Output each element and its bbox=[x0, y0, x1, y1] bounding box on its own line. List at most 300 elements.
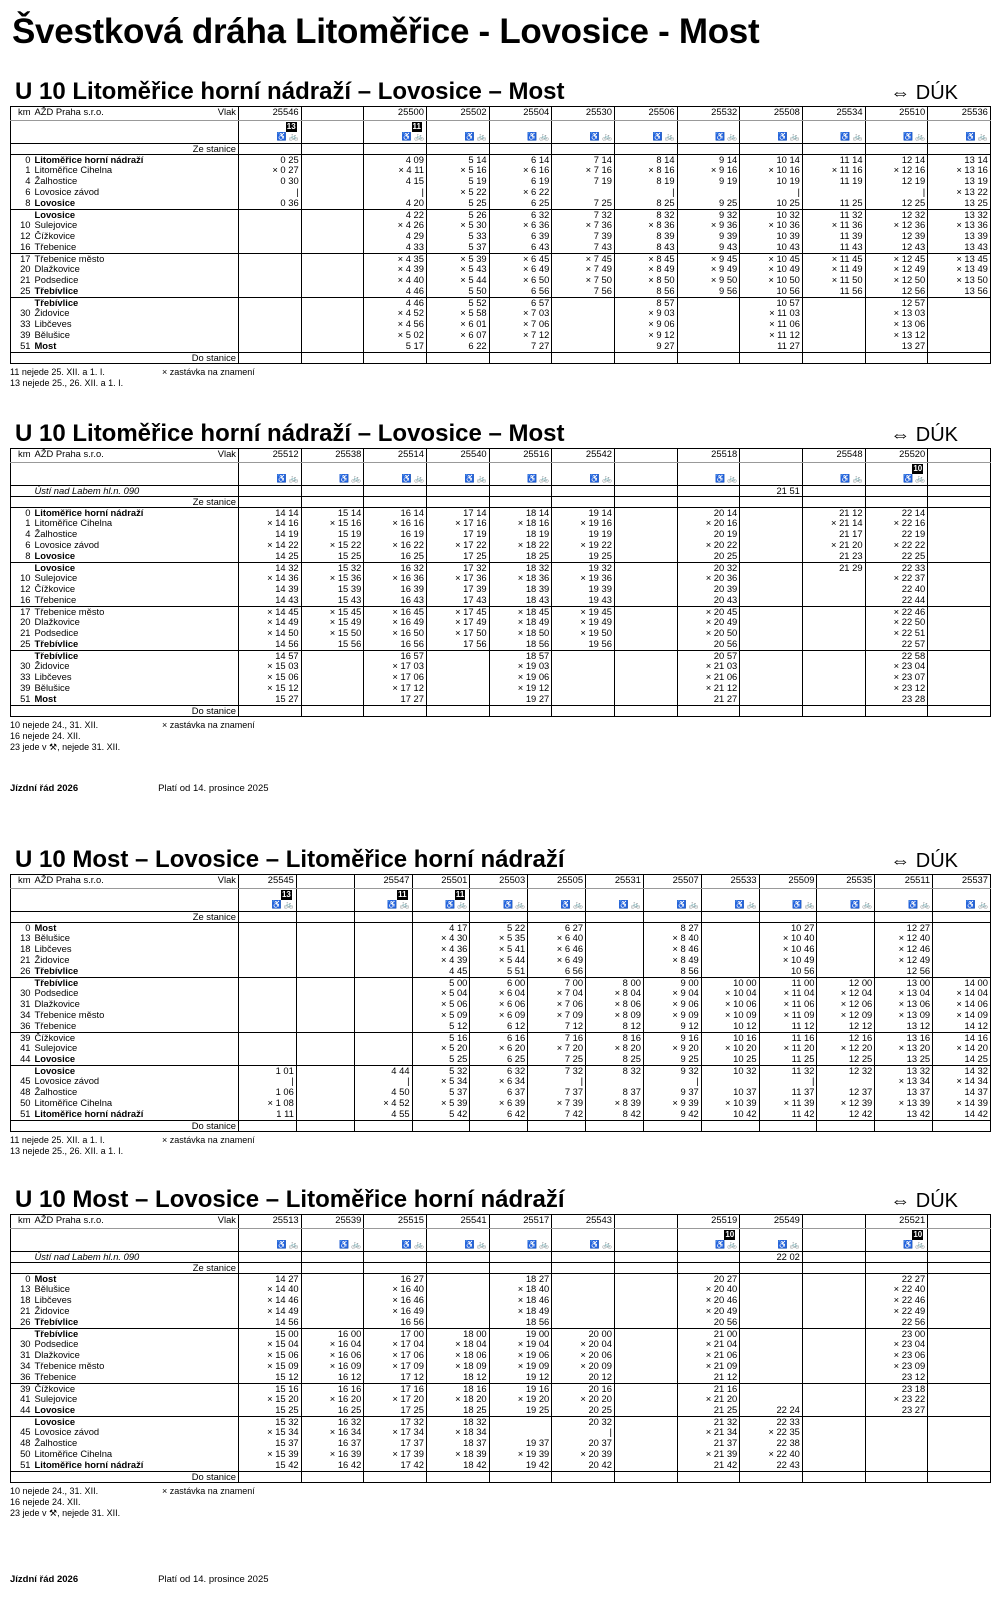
footnote: 10 nejede 24., 31. XII. bbox=[10, 1485, 99, 1496]
departure-time: 13 56 bbox=[928, 286, 991, 297]
train-number[interactable]: 25536 bbox=[928, 107, 991, 121]
train-number[interactable]: 25535 bbox=[817, 875, 875, 889]
departure-time: 19 43 bbox=[552, 595, 615, 606]
departure-time: 22 57 bbox=[865, 639, 928, 650]
departure-time: 15 32 bbox=[301, 562, 364, 573]
train-badge-cell bbox=[677, 1229, 740, 1241]
departure-time: 14 32 bbox=[933, 1065, 991, 1076]
departure-time bbox=[614, 1460, 677, 1471]
station-name: Židovice bbox=[34, 308, 70, 318]
train-number[interactable]: 25510 bbox=[865, 107, 928, 121]
train-number[interactable]: 25538 bbox=[301, 449, 364, 463]
train-number[interactable]: 25547 bbox=[354, 875, 412, 889]
departure-time: × 20 50 bbox=[677, 628, 740, 639]
station-km: 44 bbox=[20, 1405, 31, 1415]
train-badge-cell bbox=[928, 463, 991, 475]
departure-time bbox=[426, 1306, 489, 1317]
departure-time: × 17 22 bbox=[426, 540, 489, 551]
departure-time: × 16 16 bbox=[364, 518, 427, 529]
train-number[interactable]: 25542 bbox=[552, 449, 615, 463]
departure-time bbox=[928, 1394, 991, 1405]
departure-time bbox=[301, 165, 364, 176]
departure-time bbox=[296, 1010, 354, 1021]
station-km: 30 bbox=[20, 988, 31, 998]
train-number[interactable]: 25501 bbox=[412, 875, 470, 889]
station-name: Most bbox=[34, 1273, 57, 1284]
departure-time: 10 37 bbox=[701, 1087, 759, 1098]
departure-time bbox=[740, 1284, 803, 1295]
train-number[interactable]: 25521 bbox=[865, 1215, 928, 1229]
departure-time: × 9 06 bbox=[643, 999, 701, 1010]
departure-time bbox=[552, 1306, 615, 1317]
departure-time: × 1 08 bbox=[239, 1098, 297, 1109]
departure-time: × 18 39 bbox=[426, 1449, 489, 1460]
departure-time: 4 22 bbox=[364, 209, 427, 220]
departure-time bbox=[928, 1306, 991, 1317]
departure-time: | bbox=[865, 187, 928, 198]
train-number[interactable]: 25540 bbox=[426, 449, 489, 463]
departure-time: 4 17 bbox=[412, 922, 470, 933]
from-station-label: Ze stanice bbox=[33, 496, 239, 507]
departure-time bbox=[802, 606, 865, 617]
departure-time: 7 00 bbox=[528, 977, 586, 988]
departure-time bbox=[239, 944, 297, 955]
departure-time: 17 56 bbox=[426, 639, 489, 650]
train-number[interactable]: 25514 bbox=[364, 449, 427, 463]
station-name: Libčeves bbox=[34, 672, 72, 682]
departure-time: × 8 50 bbox=[614, 275, 677, 286]
departure-time bbox=[802, 1306, 865, 1317]
departure-time bbox=[740, 507, 803, 518]
footer-year: Jízdní řád 2026 bbox=[10, 783, 79, 794]
train-badge-cell bbox=[552, 1229, 615, 1241]
departure-time bbox=[239, 275, 302, 286]
train-number[interactable]: 25505 bbox=[528, 875, 586, 889]
train-number[interactable]: 25507 bbox=[643, 875, 701, 889]
duk-link[interactable]: ⇔ DÚK bbox=[890, 1190, 958, 1212]
departure-time: × 7 39 bbox=[528, 1098, 586, 1109]
departure-time: × 8 46 bbox=[643, 944, 701, 955]
departure-time: 10 25 bbox=[740, 198, 803, 209]
departure-time: 14 25 bbox=[933, 1054, 991, 1065]
departure-time: × 22 40 bbox=[740, 1449, 803, 1460]
departure-time: × 19 16 bbox=[552, 518, 615, 529]
departure-time bbox=[817, 922, 875, 933]
departure-time bbox=[928, 1449, 991, 1460]
departure-time bbox=[614, 1372, 677, 1383]
to-station-label: Do stanice bbox=[33, 705, 239, 716]
station-name: Bělušice bbox=[34, 933, 70, 943]
departure-time: × 7 03 bbox=[489, 308, 552, 319]
train-number[interactable]: 25539 bbox=[301, 1215, 364, 1229]
departure-time bbox=[614, 507, 677, 518]
train-number[interactable]: 25511 bbox=[875, 875, 933, 889]
train-number[interactable]: 25545 bbox=[239, 875, 297, 889]
station-name: Třebenice bbox=[34, 1021, 77, 1031]
departure-time bbox=[552, 694, 615, 705]
train-number[interactable]: 25537 bbox=[933, 875, 991, 889]
departure-time bbox=[301, 286, 364, 297]
train-number[interactable]: 25517 bbox=[489, 1215, 552, 1229]
duk-link[interactable]: ⇔ DÚK bbox=[890, 850, 958, 872]
accessibility-icons: ♿ 🚲 bbox=[364, 132, 427, 143]
departure-time bbox=[614, 1427, 677, 1438]
train-number[interactable]: 25502 bbox=[426, 107, 489, 121]
accessibility-icons: ♿ 🚲 bbox=[239, 474, 302, 485]
departure-time: × 9 09 bbox=[643, 1010, 701, 1021]
train-number[interactable]: 25541 bbox=[426, 1215, 489, 1229]
timetable-section bbox=[10, 1186, 990, 1520]
station-name: Žalhostice bbox=[34, 1438, 78, 1448]
departure-time: × 15 20 bbox=[239, 1394, 302, 1405]
departure-time: 11 25 bbox=[802, 198, 865, 209]
train-number[interactable]: 25546 bbox=[239, 107, 302, 121]
departure-time: × 18 16 bbox=[489, 518, 552, 529]
train-badge-cell bbox=[239, 889, 297, 901]
departure-time bbox=[296, 1109, 354, 1120]
departure-time: × 7 16 bbox=[552, 165, 615, 176]
departure-time bbox=[614, 1306, 677, 1317]
departure-time: 9 16 bbox=[643, 1032, 701, 1043]
departure-time: × 15 06 bbox=[239, 1350, 302, 1361]
train-number[interactable]: 25518 bbox=[677, 449, 740, 463]
station-name: Lovosice závod bbox=[34, 540, 100, 550]
departure-time bbox=[354, 966, 412, 977]
departure-time: × 19 06 bbox=[489, 1350, 552, 1361]
train-number[interactable]: 25532 bbox=[677, 107, 740, 121]
departure-time: × 14 16 bbox=[239, 518, 302, 529]
operator-name: AŽD Praha s.r.o. bbox=[34, 1214, 104, 1225]
departure-time: × 14 34 bbox=[933, 1076, 991, 1087]
footnote: 16 nejede 24. XII. bbox=[10, 730, 81, 741]
station-name: Litoměřice Cihelna bbox=[34, 1098, 113, 1108]
departure-time: 21 37 bbox=[677, 1438, 740, 1449]
station-name: Bělušice bbox=[34, 683, 70, 693]
departure-time bbox=[296, 922, 354, 933]
departure-time bbox=[740, 1339, 803, 1350]
departure-time: × 16 50 bbox=[364, 628, 427, 639]
footnote: 11 nejede 25. XII. a 1. I. bbox=[10, 1134, 105, 1145]
departure-time: 15 25 bbox=[301, 551, 364, 562]
station-km: 0 bbox=[25, 507, 31, 518]
departure-time bbox=[426, 1295, 489, 1306]
departure-time: × 10 45 bbox=[740, 253, 803, 264]
section-header bbox=[10, 1186, 990, 1214]
departure-time: × 22 50 bbox=[865, 617, 928, 628]
train-badge-cell bbox=[364, 121, 427, 133]
train-badge-cell bbox=[470, 889, 528, 901]
departure-time: 11 43 bbox=[802, 242, 865, 253]
train-badge-cell bbox=[426, 463, 489, 475]
departure-time bbox=[614, 1284, 677, 1295]
departure-time: × 20 20 bbox=[552, 1394, 615, 1405]
to-station-label: Do stanice bbox=[33, 1120, 239, 1131]
departure-time: 8 27 bbox=[643, 922, 701, 933]
departure-time: 22 19 bbox=[865, 529, 928, 540]
departure-time bbox=[802, 187, 865, 198]
departure-time bbox=[928, 319, 991, 330]
departure-time: × 6 34 bbox=[470, 1076, 528, 1087]
departure-time: 20 32 bbox=[552, 1416, 615, 1427]
departure-time bbox=[426, 694, 489, 705]
accessibility-icons: ♿ 🚲 bbox=[865, 474, 928, 485]
train-number bbox=[928, 1215, 991, 1229]
departure-time: × 12 49 bbox=[865, 264, 928, 275]
departure-time: × 17 04 bbox=[364, 1339, 427, 1350]
station-km: 6 bbox=[25, 187, 31, 197]
station-name: Bělušice bbox=[34, 1284, 70, 1294]
departure-time: × 4 52 bbox=[364, 308, 427, 319]
departure-time: 5 25 bbox=[412, 1054, 470, 1065]
departure-time: × 10 09 bbox=[701, 1010, 759, 1021]
station-km: 41 bbox=[20, 1043, 31, 1053]
duk-link[interactable]: ⇔ DÚK bbox=[890, 424, 958, 446]
departure-time: × 22 16 bbox=[865, 518, 928, 529]
departure-time: 8 56 bbox=[643, 966, 701, 977]
departure-time: × 23 06 bbox=[865, 1350, 928, 1361]
departure-time: × 21 06 bbox=[677, 1350, 740, 1361]
operator-name: AŽD Praha s.r.o. bbox=[34, 874, 104, 885]
train-number[interactable]: 25549 bbox=[740, 1215, 803, 1229]
departure-time bbox=[928, 1350, 991, 1361]
departure-time: 0 36 bbox=[239, 198, 302, 209]
train-number[interactable]: 25515 bbox=[364, 1215, 427, 1229]
train-number[interactable]: 25509 bbox=[759, 875, 817, 889]
departure-time bbox=[614, 1361, 677, 1372]
train-number[interactable]: 25534 bbox=[802, 107, 865, 121]
departure-time bbox=[586, 922, 644, 933]
station-km: 25 bbox=[20, 639, 31, 649]
departure-time: × 15 09 bbox=[239, 1361, 302, 1372]
departure-time: × 8 39 bbox=[586, 1098, 644, 1109]
departure-time bbox=[552, 1295, 615, 1306]
departure-time bbox=[865, 1416, 928, 1427]
train-number[interactable]: 25543 bbox=[552, 1215, 615, 1229]
departure-time bbox=[817, 933, 875, 944]
departure-time bbox=[301, 297, 364, 308]
departure-time: × 6 16 bbox=[489, 165, 552, 176]
departure-time bbox=[928, 1284, 991, 1295]
departure-time: 15 39 bbox=[301, 584, 364, 595]
station-name: Podsedice bbox=[34, 628, 79, 638]
departure-time: × 17 39 bbox=[364, 1449, 427, 1460]
station-km: 8 bbox=[25, 198, 31, 208]
departure-time: | bbox=[528, 1076, 586, 1087]
departure-time: × 21 03 bbox=[677, 661, 740, 672]
departure-time: 9 56 bbox=[677, 286, 740, 297]
train-number[interactable]: 25530 bbox=[552, 107, 615, 121]
station-name: Třebenice město bbox=[34, 1010, 105, 1020]
departure-time: × 15 50 bbox=[301, 628, 364, 639]
departure-time: × 9 45 bbox=[677, 253, 740, 264]
departure-time bbox=[740, 683, 803, 694]
departure-time: × 5 34 bbox=[412, 1076, 470, 1087]
station-km bbox=[11, 650, 33, 661]
train-number[interactable]: 25504 bbox=[489, 107, 552, 121]
departure-time bbox=[740, 518, 803, 529]
station-km: 21 bbox=[20, 1306, 31, 1316]
footnotes bbox=[10, 720, 990, 754]
departure-time: × 17 34 bbox=[364, 1427, 427, 1438]
train-number[interactable]: 25512 bbox=[239, 449, 302, 463]
departure-time: 12 27 bbox=[875, 922, 933, 933]
train-badge-cell bbox=[933, 889, 991, 901]
departure-time bbox=[239, 988, 297, 999]
departure-time: 5 37 bbox=[426, 242, 489, 253]
accessibility-icons: ♿ 🚲 bbox=[586, 900, 644, 911]
train-number[interactable]: 25513 bbox=[239, 1215, 302, 1229]
departure-time: 13 14 bbox=[928, 154, 991, 165]
departure-time: 19 27 bbox=[489, 694, 552, 705]
train-number[interactable]: 25516 bbox=[489, 449, 552, 463]
departure-time bbox=[740, 628, 803, 639]
departure-time bbox=[301, 1284, 364, 1295]
train-number[interactable]: 25506 bbox=[614, 107, 677, 121]
departure-time: × 5 04 bbox=[412, 988, 470, 999]
departure-time: × 22 40 bbox=[865, 1284, 928, 1295]
departure-time bbox=[802, 650, 865, 661]
departure-time bbox=[802, 661, 865, 672]
departure-time bbox=[802, 1416, 865, 1427]
departure-time bbox=[740, 540, 803, 551]
departure-time: 18 43 bbox=[489, 595, 552, 606]
train-number[interactable]: 25520 bbox=[865, 449, 928, 463]
station-name: Sulejovice bbox=[34, 573, 78, 583]
train-number[interactable]: 25548 bbox=[802, 449, 865, 463]
station-name: Židovice bbox=[34, 661, 70, 671]
departure-time bbox=[928, 628, 991, 639]
station-name: Dlažkovice bbox=[34, 617, 80, 627]
departure-time: | bbox=[364, 187, 427, 198]
station-km: 31 bbox=[20, 1350, 31, 1360]
departure-time: 19 32 bbox=[552, 562, 615, 573]
departure-time: × 19 03 bbox=[489, 661, 552, 672]
departure-time bbox=[701, 966, 759, 977]
departure-time bbox=[614, 1449, 677, 1460]
departure-time: 14 42 bbox=[933, 1109, 991, 1120]
departure-time: 21 12 bbox=[802, 507, 865, 518]
departure-time: 15 56 bbox=[301, 639, 364, 650]
station-km: 4 bbox=[25, 176, 31, 186]
departure-time: × 13 16 bbox=[928, 165, 991, 176]
departure-time: 5 26 bbox=[426, 209, 489, 220]
departure-time bbox=[740, 1328, 803, 1339]
station-name: Litoměřice horní nádraží bbox=[34, 154, 144, 165]
train-number[interactable]: 25531 bbox=[586, 875, 644, 889]
station-name: Třebívlice bbox=[34, 966, 79, 976]
departure-time: 21 25 bbox=[677, 1405, 740, 1416]
departure-time bbox=[928, 1416, 991, 1427]
train-number[interactable]: 25508 bbox=[740, 107, 803, 121]
departure-time: × 8 09 bbox=[586, 1010, 644, 1021]
departure-time: × 13 09 bbox=[875, 1010, 933, 1021]
page-footer bbox=[10, 1574, 269, 1585]
departure-time bbox=[928, 562, 991, 573]
departure-time: × 17 50 bbox=[426, 628, 489, 639]
departure-time: 6 37 bbox=[470, 1087, 528, 1098]
departure-time: 7 37 bbox=[528, 1087, 586, 1098]
departure-time: × 5 41 bbox=[470, 944, 528, 955]
departure-time: 18 00 bbox=[426, 1328, 489, 1339]
departure-time: 9 32 bbox=[643, 1065, 701, 1076]
departure-time bbox=[301, 253, 364, 264]
departure-time bbox=[552, 187, 615, 198]
departure-time bbox=[928, 308, 991, 319]
departure-time: 20 57 bbox=[677, 650, 740, 661]
departure-time: × 12 36 bbox=[865, 220, 928, 231]
departure-time bbox=[301, 198, 364, 209]
accessibility-icons: ♿ 🚲 bbox=[426, 1240, 489, 1251]
departure-time bbox=[614, 1328, 677, 1339]
train-number[interactable]: 25519 bbox=[677, 1215, 740, 1229]
footnote: 13 nejede 25., 26. XII. a 1. I. bbox=[10, 1145, 124, 1156]
station-name: Litoměřice horní nádraží bbox=[34, 1460, 144, 1470]
operator-name: AŽD Praha s.r.o. bbox=[34, 106, 104, 117]
departure-time: × 5 39 bbox=[412, 1098, 470, 1109]
duk-link[interactable]: ⇔ DÚK bbox=[890, 82, 958, 104]
departure-time bbox=[802, 1394, 865, 1405]
departure-time: 20 27 bbox=[677, 1273, 740, 1284]
departure-time: 14 27 bbox=[239, 1273, 302, 1284]
departure-time: × 14 22 bbox=[239, 540, 302, 551]
departure-time: × 21 04 bbox=[677, 1339, 740, 1350]
departure-time: 18 39 bbox=[489, 584, 552, 595]
departure-time: × 14 20 bbox=[933, 1043, 991, 1054]
station-km: 0 bbox=[25, 922, 31, 933]
departure-time: 20 25 bbox=[552, 1405, 615, 1416]
departure-time bbox=[740, 1273, 803, 1284]
departure-time bbox=[614, 551, 677, 562]
departure-time: 7 56 bbox=[552, 286, 615, 297]
departure-time bbox=[354, 1021, 412, 1032]
train-number[interactable]: 25500 bbox=[364, 107, 427, 121]
departure-time: 10 56 bbox=[740, 286, 803, 297]
station-km: 25 bbox=[20, 286, 31, 296]
station-km bbox=[11, 209, 33, 220]
station-name: Třebívlice bbox=[33, 297, 239, 308]
departure-time: × 11 20 bbox=[759, 1043, 817, 1054]
departure-time: × 0 27 bbox=[239, 165, 302, 176]
train-number[interactable]: 25533 bbox=[701, 875, 759, 889]
departure-time bbox=[701, 944, 759, 955]
departure-time: 17 19 bbox=[426, 529, 489, 540]
station-km: 51 bbox=[20, 694, 31, 704]
departure-time: × 18 46 bbox=[489, 1295, 552, 1306]
km-header: km bbox=[11, 107, 33, 121]
departure-time: × 23 04 bbox=[865, 1339, 928, 1350]
accessibility-icons: ♿ 🚲 bbox=[552, 132, 615, 143]
train-number[interactable]: 25503 bbox=[470, 875, 528, 889]
accessibility-icons: ♿ 🚲 bbox=[817, 900, 875, 911]
departure-time: × 12 16 bbox=[865, 165, 928, 176]
departure-time: 11 37 bbox=[759, 1087, 817, 1098]
departure-time: 9 25 bbox=[677, 198, 740, 209]
station-km: 33 bbox=[20, 672, 31, 682]
departure-time: 13 25 bbox=[875, 1054, 933, 1065]
departure-time: × 10 49 bbox=[759, 955, 817, 966]
departure-time: × 5 02 bbox=[364, 330, 427, 341]
departure-time: 7 16 bbox=[528, 1032, 586, 1043]
departure-time: 23 12 bbox=[865, 1372, 928, 1383]
departure-time: × 6 09 bbox=[470, 1010, 528, 1021]
operator-header bbox=[33, 449, 239, 463]
section-header bbox=[10, 420, 990, 448]
departure-time bbox=[239, 1010, 297, 1021]
train-badge-cell bbox=[489, 121, 552, 133]
departure-time: × 13 20 bbox=[875, 1043, 933, 1054]
departure-time: × 16 20 bbox=[301, 1394, 364, 1405]
accessibility-icons: ♿ 🚲 bbox=[470, 900, 528, 911]
